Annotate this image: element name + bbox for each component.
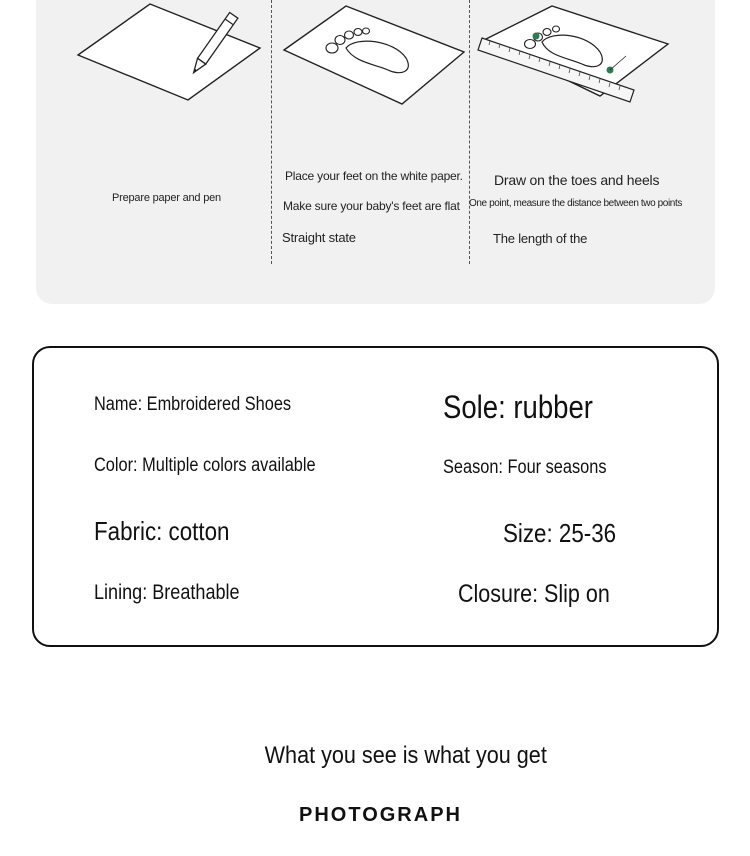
step3-line3: The length of the xyxy=(493,231,588,246)
spec-size: Size: 25-36 xyxy=(503,518,617,548)
spec-closure: Closure: Slip on xyxy=(458,580,610,608)
paper-and-pen-illustration xyxy=(70,0,270,110)
spec-name: Name: Embroidered Shoes xyxy=(94,394,292,415)
guide-divider xyxy=(469,0,470,264)
spec-lining: Lining: Breathable xyxy=(94,581,240,604)
footer-title: What you see is what you get xyxy=(264,742,547,769)
step3-line1: Draw on the toes and heels xyxy=(494,172,660,188)
footer-subtitle: PHOTOGRAPH xyxy=(299,804,462,826)
step2-line1: Place your feet on the white paper. xyxy=(285,169,463,183)
footprint-on-paper-illustration xyxy=(276,0,471,110)
spec-season: Season: Four seasons xyxy=(443,457,607,478)
step3-line2: One point, measure the distance between two points xyxy=(469,198,682,209)
step2-line3: Straight state xyxy=(282,230,356,245)
step2-line2: Make sure your baby's feet are flat xyxy=(283,199,460,213)
ruler-measurement-illustration xyxy=(476,0,676,110)
spec-fabric: Fabric: cotton xyxy=(94,516,230,546)
guide-divider xyxy=(271,0,272,264)
spec-color: Color: Multiple colors available xyxy=(94,455,316,476)
step1-text: Prepare paper and pen xyxy=(112,192,221,204)
spec-sole: Sole: rubber xyxy=(443,389,593,425)
